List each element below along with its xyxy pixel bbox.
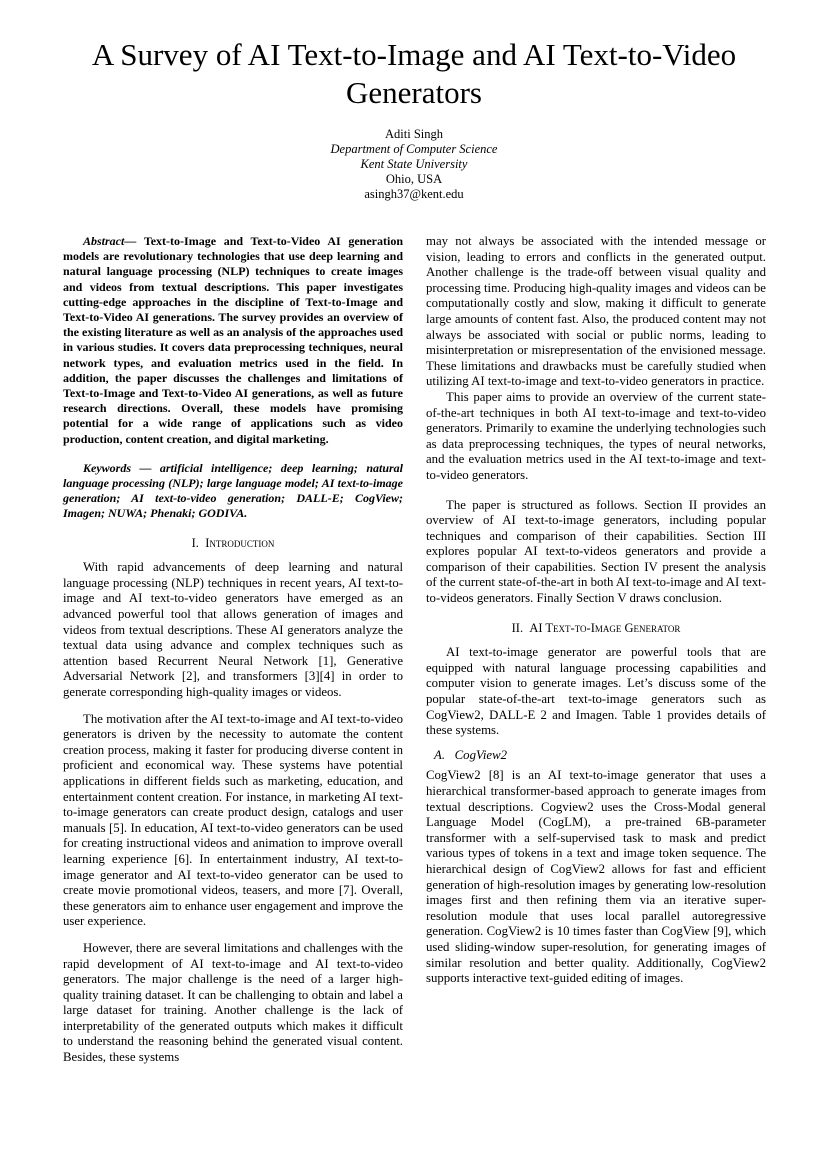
right-column: [426, 234, 766, 987]
abstract-label: Abstract—: [83, 234, 137, 248]
body-paragraph: The paper is structured as follows. Section II provides an overview of AI text-to-image generators, including popular techniques and comparison of their capabilities. Section III explores popular AI text-to-videos generators and provide a comparison of their capabilities. Section IV present the analysis of the current state-of-the-art in both AI text-to-image and AI text-to-videos generators. Finally Section V draws conclusion.: [426, 497, 766, 606]
subsection-title: CogView2: [454, 747, 508, 762]
left-column: [63, 234, 403, 1066]
paper-title: A Survey of AI Text-to-Image and AI Text-to-Video Generators: [91, 37, 737, 110]
body-paragraph: may not always be associated with the intended message or vision, leading to errors and conflicts in the generated output. Another challenge is the trade-off between visual quality and processing time. Producing high-quality images and videos can be computationally costly and slow, making it difficult to generate large amounts of content fast. Also, the produced content may not always be associated with social or public norms, leading to misinterpretation or misrepresentation of the envisioned message. These limitations and drawbacks must be carefully studied when utilizing AI text-to-image and text-to-video generators in practice.: [426, 234, 766, 389]
body-paragraph: However, there are several limitations and challenges with the rapid development of AI text-to-image and AI text-to-video generators. The major challenge is the need of a larger high-quality training dataset. It can be challenging to obtain and label a large dataset for training. Another challenge is the lack of interpretability of the generated outputs which makes it difficult to understand the reasoning behind the generated visual content. Besides, these systems: [63, 940, 403, 1065]
author-location: Ohio, USA: [385, 172, 443, 186]
author-name: Aditi Singh: [385, 127, 443, 141]
body-paragraph: CogView2 [8] is an AI text-to-image generator that uses a hierarchical transformer-based approach to generate images from textual descriptions. Cogview2 uses the Cross-Modal general Language Model (CogLM), a pre-trained 6B-parameter transformer with a self-supervised task to mask and predict various types of tokens in a text and image token sequence. The hierarchical design of CogView2 allows for fast and efficient generation of high-resolution images by generating low-resolution images first and then refining them via an iterative super-resolution module that uses local parallel autoregressive generation. CogView2 is 10 times faster than CogView [9], which used sliding-window super-resolution, for generating images of similar resolution and better quality. Additionally, CogView2 supports interactive text-guided editing of images.: [426, 768, 766, 986]
author-email: asingh37@kent.edu: [364, 187, 464, 201]
section-title: Introduction: [205, 535, 275, 550]
section-heading-introduction: [63, 536, 403, 552]
section-heading-ai-text-to-image: [426, 621, 766, 637]
subsection-number: A.: [434, 747, 446, 762]
abstract-text: Text-to-Image and Text-to-Video AI generation models are revolutionary technologies that use deep learning and natural language processing (NLP) techniques to create images and videos from textual descriptions. This paper investigates cutting-edge approaches in the discipline of Text-to-Image and Text-to-Video AI generations. The survey provides an overview of the existing literature as well as an analysis of the approaches used in various studies. It covers data preprocessing techniques, neural network types, and evaluation metrics used in the field. In addition, the paper discusses the challenges and limitations of Text-to-Image and Text-to-Video AI generations, as well as future research directions. Overall, these models have promising potential for a wide range of applications such as video production, content creation, and digital marketing.: [63, 234, 403, 446]
section-number: I.: [191, 535, 199, 550]
abstract: [63, 234, 403, 447]
body-paragraph: AI text-to-image generator are powerful tools that are equipped with natural language processing capabilities and computer vision to generate images. Let’s discuss some of the popular state-of-the-art text-to-image generators such as CogView2, DALL-E 2 and Imagen. Table 1 provides details of these systems.: [426, 645, 766, 738]
keywords-label: Keywords —: [83, 460, 160, 475]
body-paragraph: This paper aims to provide an overview of the current state-of-the-art techniques in both AI text-to-image and text-to-video generators. Primarily to examine the underlying technologies such as data preprocessing techniques, the types of neural networks, and the evaluation metrics used in the AI text-to-image and text-to-video generators.: [426, 389, 766, 482]
subsection-heading-cogview2: [434, 748, 766, 764]
body-paragraph: The motivation after the AI text-to-image and AI text-to-video generators is driven by the necessity to automate the content creation process, making it faster for producing diverse content in proficient and economical way. These systems have potential applications in different fields such as marketing, education, and entertainment content creation. For instance, in marketing AI text-to-image generators can create product design, catalogs and user manuals [5]. In education, AI text-to-video generators can be used for creating instructional videos and animation to improve overall learning experience [6]. In entertainment industry, AI text-to-image generator and AI text-to-video generator can be used to create movie promotional videos, teasers, and more [7]. Overall, these generators aim to enhance user engagement and improve the user experience.: [63, 711, 403, 929]
keywords-text: artificial intelligence; deep learning; natural language processing (NLP); large language model; AI text-to-image generation; AI text-to-video generation; DALL-E; CogView; Imagen; NUWA; Phenaki; GODIVA.: [63, 460, 403, 521]
author-department: Department of Computer Science: [330, 142, 498, 156]
section-number: II.: [511, 620, 524, 635]
section-title: AI Text-to-Image Generator: [529, 620, 681, 635]
keywords: [63, 461, 403, 522]
author-university: Kent State University: [360, 157, 468, 171]
body-paragraph: With rapid advancements of deep learning and natural language processing (NLP) techniques in recent years, AI text-to-image and AI text-to-video generators have emerged as an advanced powerful tool that allows generation of images and videos from textual descriptions. These AI generators analyze the textual data using advance and complex techniques such as attention based Recurrent Neural Network [1], Generative Adversarial Network [2], and transformers [3][4] in order to generate corresponding high-quality images or videos.: [63, 560, 403, 699]
author-block: [214, 127, 614, 202]
